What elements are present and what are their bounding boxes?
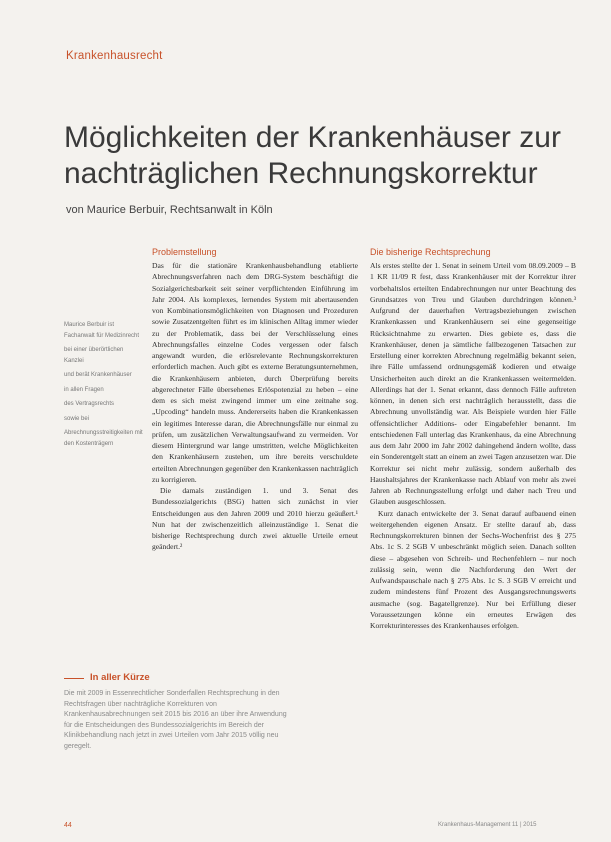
right-column <box>370 246 576 631</box>
summary-text: Die mit 2009 in Essenrechtlicher Sonderfallen Rechtsprechung in den Rechtsfragen über nachträgliche Korrekturen von Krankenhausabrechnungen seit 2015 bis 2016 an über ihre Anwendung für die Entscheidungen des Bundessozialgerichts im Bereich der Klinikbehandlung nach jetzt in zwei Urteilen vom Jahr 2015 völlig neu geregelt. <box>64 690 287 750</box>
sidebar-notes <box>64 320 144 453</box>
right-column-heading: Die bisherige Rechtsprechung <box>370 247 491 257</box>
body-paragraph: Kurz danach entwickelte der 3. Senat darauf aufbauend einen weitergehenden eigenen Ansatz. Er stellte darauf ab, dass Rechnungskorrekturen binnen der Sechs-Wochenfrist des § 275 Abs. 1c S. 2 SGB V unbeschränkt möglich seien. Danach sollten diese – abgesehen von Schreib- und Rechenfehlern – nur noch zulässig sein, wenn die Nachforderung den Wert der Aufwandspauschale nach § 275 Abs. 1c S. 3 SGB V erreicht und zudem mindestens fünf Prozent des Ausgangsrechnungswerts ausmache (sog. Bagatellgrenze). Nur bei Erfüllung dieser Voraussetzungen könne ein erneutes Erwägen des Korrekturinteresses des Krankenhauses erfolgen. <box>370 508 576 630</box>
summary-box <box>64 672 292 752</box>
body-paragraph: Die damals zuständigen 1. und 3. Senat des Bundessozialgerichts (BSG) hatten sich zunächst in vier Entscheidungen aus den Jahren 2009 und 2010 hierzu geäußert.¹ Nun hat der zwischenzeitlich alleinzuständige 1. Senat die bisherige Rechtsprechung durch zwei aktuelle Urteile erneut geändert.² <box>152 486 358 552</box>
left-column <box>152 246 358 553</box>
article-title: Möglichkeiten der Krankenhäuser zur nachträglichen Rechnungskorrektur <box>64 121 561 190</box>
summary-heading: In aller Kürze <box>64 672 292 683</box>
left-column-heading: Problemstellung <box>152 247 217 257</box>
sidebar-note: Abrechnungsstreitigkeiten mit den Kostenträgern <box>64 430 143 447</box>
sidebar-note: bei einer überörtlichen Kanzlei <box>64 347 124 364</box>
sidebar-note: sowie bei <box>64 415 90 422</box>
sidebar-note: und berät Krankenhäuser <box>64 372 132 378</box>
sidebar-note: in allen Fragen <box>64 386 104 393</box>
page-number: 44 <box>64 822 72 829</box>
body-paragraph: Als erstes stellte der 1. Senat in seinem Urteil vom 08.09.2009 – B 1 KR 11/09 R fest, dass Krankenhäuser mit der Korrektur ihrer vorbehaltslos erteilten Endabrechnungen nur unter Beachtung des Grundsatzes von Treu und Glauben durchdringen können.³ Aufgrund der dauerhaften Vertragsbeziehungen zwischen Krankenkassen und Krankenhäusern sei eine gegenseitige Rücksichtnahme zu erwarten. Dies gebiete es, dass die Krankenhäuser, denen ja sämtliche fallbezogenen Tatsachen zur Erstellung einer korrekten Abrechnung regelmäßig bekannt seien, ihre Fälle umfassend ordnungsgemäß kodieren und etwaige Unsicherheiten auch direkt an die Krankenkassen weitermelden. Allerdings hat der 1. Senat erkannt, dass dennoch Fälle auftreten können, in denen sich erst nachträglich herausstellt, dass die Abrechnung unvollständig war. Als Beispiele wurden hier Fälle offensichtlicher Additions- oder Eingabefehler benannt. Im entschiedenen Fall unterlag das Krankenhaus, da eine Abrechnung aus dem Jahr 2000 im Jahr 2002 dahingehend ändern wollte, dass ein Sonderentgelt statt an einem an zwei Tagen anzusetzen war. Die Korrektur sei nicht mehr zulässig, sondern außerhalb des Haushaltsjahres der Krankenkasse nach Ablauf von mehr als zwei Jahren ab Rechnungsstellung erfolgt und daher nach Treu und Glauben ausgeschlossen. <box>370 261 576 507</box>
section-label: Krankenhausrecht <box>66 50 163 62</box>
sidebar-note: Maurice Berbuir ist Fachanwalt für Medizinrecht <box>64 322 140 339</box>
author-line: von Maurice Berbuir, Rechtsanwalt in Köln <box>66 204 273 216</box>
journal-footer: Krankenhaus-Management 11 | 2015 <box>438 822 537 828</box>
sidebar-note: des Vertragsrechts <box>64 401 115 407</box>
body-paragraph: Das für die stationäre Krankenhausbehandlung etablierte Abrechnungsverfahren nach dem DRG-System beschäftigt die Sozialgerichtsbarkeit seit seiner verpflichtenden Einführung im Jahr 2004. Als komplexes, lernendes System mit abertausenden von Kombinationsmöglichkeiten von Diagnosen und Prozeduren sowie Zusatzentgelten führt es im klinischen Alltag immer wieder zu der Problematik, dass bei der Verschlüsselung eines Abrechnungsfalles einzelne Codes vergessen oder falsch angewandt wurden, die erlösrelevante Rechnungskorrekturen erforderlich machen. Auch gibt es externe Beratungsunternehmen, die Krankenhäusern anbieten, durch Überprüfung bereits abgerechneter Fälle übersehenes Erlöspotenzial zu heben – eine dem es sich meist zwingend immer um eine zeitnahe sog. „Upcoding“ handeln muss. Andererseits haben die Krankenkassen ein legitimes Interesse daran, die Abrechnungsfälle nur einmal zu prüfen, um zusätzlichen Verwaltungsaufwand zu vermeiden. Vor diesem Hintergrund war lange umstritten, welche Möglichkeiten den Krankenhäusern zustehen, um ihre bereits verschuldete erteilten Abrechnungen gegenüber den Krankenkassen nachträglich zu korrigieren. <box>152 261 358 484</box>
